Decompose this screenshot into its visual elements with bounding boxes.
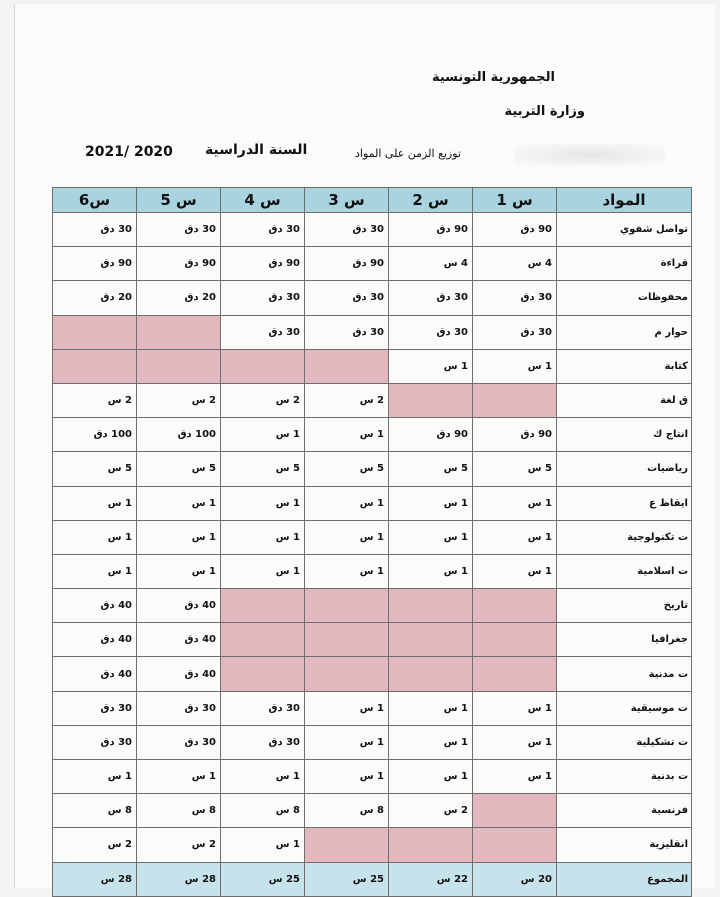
cell-level-5: 90 دق xyxy=(137,247,221,281)
table-row xyxy=(53,281,692,315)
table-row xyxy=(53,349,692,383)
subject-cell: فرنسية xyxy=(557,794,692,828)
cell-level-3: 30 دق xyxy=(305,281,389,315)
cell-level-1: 30 دق xyxy=(473,315,557,349)
cell-level-1: 30 دق xyxy=(473,281,557,315)
cell-level-2: 1 س xyxy=(389,725,473,759)
cell-level-4: 1 س xyxy=(221,760,305,794)
cell-level-2: 1 س xyxy=(389,520,473,554)
cell-level-2: 1 س xyxy=(389,691,473,725)
cell-level-3: 90 دق xyxy=(305,247,389,281)
cell-level-6: 2 س xyxy=(53,828,137,862)
cell-level-5: 20 دق xyxy=(137,281,221,315)
blurred-region xyxy=(515,144,665,166)
cell-level-1 xyxy=(473,657,557,691)
cell-level-4: 2 س xyxy=(221,383,305,417)
cell-level-1: 90 دق xyxy=(473,418,557,452)
cell-level-6: 100 دق xyxy=(53,418,137,452)
cell-level-2 xyxy=(389,383,473,417)
cell-level-3: 2 س xyxy=(305,383,389,417)
cell-level-1: 1 س xyxy=(473,520,557,554)
cell-level-6: 30 دق xyxy=(53,691,137,725)
cell-level-6: 40 دق xyxy=(53,623,137,657)
table-row xyxy=(53,725,692,759)
school-year-value: 2021/ 2020 xyxy=(85,144,173,160)
table-row xyxy=(53,691,692,725)
cell-level-1 xyxy=(473,794,557,828)
cell-level-3 xyxy=(305,828,389,862)
cell-level-2: 30 دق xyxy=(389,281,473,315)
cell-level-1: 1 س xyxy=(473,554,557,588)
total-label: المجموع xyxy=(557,862,692,896)
cell-level-5: 1 س xyxy=(137,486,221,520)
cell-level-4: 8 س xyxy=(221,794,305,828)
cell-level-3 xyxy=(305,657,389,691)
cell-level-6: 1 س xyxy=(53,486,137,520)
table-row xyxy=(53,794,692,828)
table-row xyxy=(53,760,692,794)
subject-cell: انتاج ك xyxy=(557,418,692,452)
cell-level-3 xyxy=(305,349,389,383)
subject-cell: ت تشكيلية xyxy=(557,725,692,759)
cell-level-1 xyxy=(473,623,557,657)
subject-cell: رياضيات xyxy=(557,452,692,486)
cell-level-3: 1 س xyxy=(305,486,389,520)
cell-level-1: 4 س xyxy=(473,247,557,281)
cell-level-2: 1 س xyxy=(389,554,473,588)
table-row xyxy=(53,213,692,247)
cell-level-2: 5 س xyxy=(389,452,473,486)
cell-level-3: 30 دق xyxy=(305,315,389,349)
cell-level-5: 30 دق xyxy=(137,725,221,759)
cell-level-2 xyxy=(389,623,473,657)
cell-level-1 xyxy=(473,383,557,417)
cell-level-4 xyxy=(221,349,305,383)
cell-level-3 xyxy=(305,589,389,623)
cell-level-5: 40 دق xyxy=(137,589,221,623)
cell-level-3: 1 س xyxy=(305,554,389,588)
table-header-row xyxy=(53,188,692,213)
table-row xyxy=(53,247,692,281)
subject-cell: ت تكنولوجية xyxy=(557,520,692,554)
subject-cell: ت مدنية xyxy=(557,657,692,691)
header-level-1: س 1 xyxy=(473,188,557,213)
cell-level-5: 1 س xyxy=(137,760,221,794)
cell-level-6: 30 دق xyxy=(53,213,137,247)
header-subjects: المواد xyxy=(557,188,692,213)
total-level-6: 28 س xyxy=(53,862,137,896)
cell-level-3: 1 س xyxy=(305,725,389,759)
total-row xyxy=(53,862,692,896)
school-year-label: السنة الدراسية xyxy=(205,142,308,158)
table-row xyxy=(53,418,692,452)
header-level-5: س 5 xyxy=(137,188,221,213)
cell-level-4: 1 س xyxy=(221,554,305,588)
subject-cell: قراءة xyxy=(557,247,692,281)
cell-level-4 xyxy=(221,623,305,657)
cell-level-4: 90 دق xyxy=(221,247,305,281)
cell-level-3 xyxy=(305,623,389,657)
cell-level-5: 5 س xyxy=(137,452,221,486)
table-row xyxy=(53,520,692,554)
cell-level-5 xyxy=(137,315,221,349)
subject-cell: ق لغة xyxy=(557,383,692,417)
subject-cell: تاريخ xyxy=(557,589,692,623)
table-row xyxy=(53,315,692,349)
cell-level-6 xyxy=(53,315,137,349)
cell-level-5: 40 دق xyxy=(137,623,221,657)
cell-level-3: 8 س xyxy=(305,794,389,828)
subject-cell: ايقاظ ع xyxy=(557,486,692,520)
cell-level-6: 40 دق xyxy=(53,589,137,623)
cell-level-4: 30 دق xyxy=(221,213,305,247)
subject-cell: انقليزية xyxy=(557,828,692,862)
table-row xyxy=(53,452,692,486)
cell-level-5: 2 س xyxy=(137,383,221,417)
cell-level-6: 1 س xyxy=(53,760,137,794)
cell-level-3: 1 س xyxy=(305,520,389,554)
total-level-3: 25 س xyxy=(305,862,389,896)
cell-level-3: 1 س xyxy=(305,760,389,794)
republic-title: الجمهورية التونسية xyxy=(431,70,555,85)
header-level-3: س 3 xyxy=(305,188,389,213)
cell-level-6: 90 دق xyxy=(53,247,137,281)
header-level-6: س6 xyxy=(53,188,137,213)
cell-level-6: 1 س xyxy=(53,554,137,588)
cell-level-1: 1 س xyxy=(473,691,557,725)
cell-level-1 xyxy=(473,828,557,862)
subject-cell: محفوظات xyxy=(557,281,692,315)
cell-level-5: 2 س xyxy=(137,828,221,862)
cell-level-2: 1 س xyxy=(389,760,473,794)
cell-level-5: 40 دق xyxy=(137,657,221,691)
cell-level-6: 5 س xyxy=(53,452,137,486)
cell-level-5: 30 دق xyxy=(137,213,221,247)
cell-level-2 xyxy=(389,589,473,623)
cell-level-5 xyxy=(137,349,221,383)
cell-level-4: 1 س xyxy=(221,828,305,862)
header-level-4: س 4 xyxy=(221,188,305,213)
cell-level-4: 30 دق xyxy=(221,691,305,725)
cell-level-2: 90 دق xyxy=(389,213,473,247)
cell-level-1: 1 س xyxy=(473,760,557,794)
cell-level-2: 1 س xyxy=(389,486,473,520)
subject-cell: كتابة xyxy=(557,349,692,383)
time-distribution-table xyxy=(52,187,692,897)
subject-cell: ت اسلامية xyxy=(557,554,692,588)
subject-cell: جغرافيا xyxy=(557,623,692,657)
cell-level-1: 90 دق xyxy=(473,213,557,247)
subject-cell: ت موسيقية xyxy=(557,691,692,725)
cell-level-1: 1 س xyxy=(473,725,557,759)
cell-level-6: 2 س xyxy=(53,383,137,417)
total-level-1: 20 س xyxy=(473,862,557,896)
cell-level-1: 1 س xyxy=(473,486,557,520)
cell-level-1 xyxy=(473,589,557,623)
cell-level-4: 30 دق xyxy=(221,315,305,349)
table-row xyxy=(53,623,692,657)
cell-level-2: 4 س xyxy=(389,247,473,281)
subject-cell: ت بدنية xyxy=(557,760,692,794)
cell-level-6: 30 دق xyxy=(53,725,137,759)
cell-level-2: 30 دق xyxy=(389,315,473,349)
total-level-2: 22 س xyxy=(389,862,473,896)
cell-level-6: 8 س xyxy=(53,794,137,828)
cell-level-4: 1 س xyxy=(221,486,305,520)
cell-level-6: 40 دق xyxy=(53,657,137,691)
cell-level-4 xyxy=(221,657,305,691)
cell-level-3: 5 س xyxy=(305,452,389,486)
cell-level-5: 8 س xyxy=(137,794,221,828)
cell-level-4: 30 دق xyxy=(221,725,305,759)
cell-level-4: 30 دق xyxy=(221,281,305,315)
distribution-title: توزيع الزمن على المواد xyxy=(355,147,461,160)
cell-level-2: 90 دق xyxy=(389,418,473,452)
cell-level-5: 100 دق xyxy=(137,418,221,452)
table-row xyxy=(53,554,692,588)
cell-level-1: 1 س xyxy=(473,349,557,383)
cell-level-3: 30 دق xyxy=(305,213,389,247)
cell-level-1: 5 س xyxy=(473,452,557,486)
cell-level-2: 1 س xyxy=(389,349,473,383)
total-level-5: 28 س xyxy=(137,862,221,896)
table-row xyxy=(53,828,692,862)
ministry-title: وزارة التربية xyxy=(504,104,585,119)
subject-cell: حوار م xyxy=(557,315,692,349)
subject-cell: تواصل شفوي xyxy=(557,213,692,247)
table-row xyxy=(53,486,692,520)
cell-level-6: 20 دق xyxy=(53,281,137,315)
cell-level-3: 1 س xyxy=(305,691,389,725)
cell-level-2 xyxy=(389,828,473,862)
cell-level-3: 1 س xyxy=(305,418,389,452)
header-level-2: س 2 xyxy=(389,188,473,213)
cell-level-2: 2 س xyxy=(389,794,473,828)
cell-level-5: 1 س xyxy=(137,554,221,588)
cell-level-2 xyxy=(389,657,473,691)
cell-level-6: 1 س xyxy=(53,520,137,554)
cell-level-4: 5 س xyxy=(221,452,305,486)
table-row xyxy=(53,383,692,417)
cell-level-4 xyxy=(221,589,305,623)
cell-level-6 xyxy=(53,349,137,383)
cell-level-5: 30 دق xyxy=(137,691,221,725)
table-row xyxy=(53,657,692,691)
cell-level-4: 1 س xyxy=(221,520,305,554)
cell-level-4: 1 س xyxy=(221,418,305,452)
table-row xyxy=(53,589,692,623)
cell-level-5: 1 س xyxy=(137,520,221,554)
total-level-4: 25 س xyxy=(221,862,305,896)
